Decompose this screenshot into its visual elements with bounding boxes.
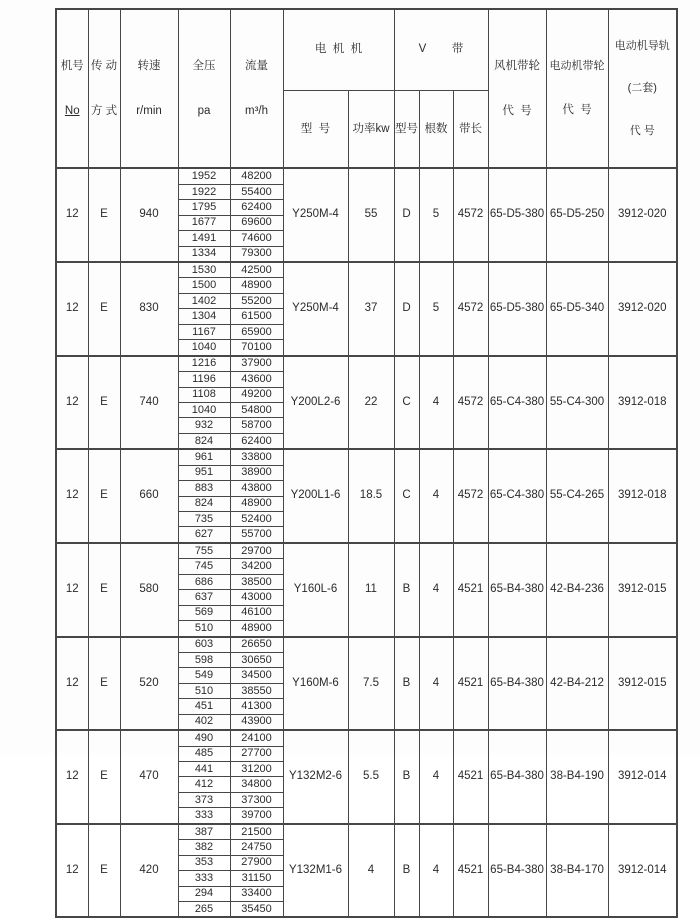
flow-cell: 74600 [230,231,283,246]
pressure-cell: 412 [178,777,230,792]
belt-count-cell: 4 [419,356,453,450]
block-row [56,168,677,184]
motor-pulley-cell: 65-D5-340 [546,262,608,356]
drive-mode-cell: E [88,637,120,731]
motor-model-cell: Y160M-6 [283,637,348,731]
flow-cell: 34500 [230,668,283,683]
pressure-cell: 755 [178,543,230,559]
flow-cell: 21500 [230,824,283,840]
header-flow-unit: m³/h [245,104,268,117]
flow-cell: 54800 [230,402,283,417]
flow-cell: 43800 [230,481,283,496]
belt-model-cell: B [394,730,419,824]
pressure-cell: 490 [178,730,230,746]
flow-cell: 34200 [230,559,283,574]
drive-mode-cell: E [88,356,120,450]
motor-rail-cell: 3912-020 [608,168,677,262]
pressure-cell: 1922 [178,184,230,199]
header-pressure [178,9,230,168]
pressure-cell: 883 [178,481,230,496]
block-row [56,543,677,559]
block-row [56,637,677,653]
speed-cell: 740 [120,356,178,450]
block-row [56,824,677,840]
header-speed [120,9,178,168]
pressure-cell: 824 [178,433,230,449]
pressure-cell: 333 [178,871,230,886]
table-header [56,9,677,168]
flow-cell: 48900 [230,621,283,637]
pressure-cell: 1108 [178,387,230,402]
drive-mode-cell: E [88,543,120,637]
header-vbelt-group: V 带 [394,9,488,90]
motor-power-cell: 4 [348,824,394,918]
motor-power-cell: 5.5 [348,730,394,824]
pressure-cell: 1040 [178,402,230,417]
flow-cell: 31150 [230,871,283,886]
pressure-cell: 627 [178,527,230,543]
machine-no-cell: 12 [56,262,88,356]
motor-pulley-cell: 65-D5-250 [546,168,608,262]
flow-cell: 27700 [230,746,283,761]
belt-model-cell: C [394,449,419,543]
fan-pulley-cell: 65-D5-380 [488,168,546,262]
flow-cell: 62400 [230,433,283,449]
pressure-cell: 598 [178,652,230,667]
motor-power-cell: 18.5 [348,449,394,543]
header-motor-pulley [546,9,608,168]
flow-cell: 33800 [230,449,283,465]
pressure-cell: 387 [178,824,230,840]
pressure-cell: 402 [178,714,230,730]
fan-pulley-cell: 65-B4-380 [488,637,546,731]
flow-cell: 55200 [230,293,283,308]
drive-mode-cell: E [88,730,120,824]
belt-count-cell: 4 [419,543,453,637]
speed-cell: 420 [120,824,178,918]
header-motor-rail-line1: 电动机导轨 [614,39,670,52]
flow-cell: 29700 [230,543,283,559]
belt-length-cell: 4572 [453,356,488,450]
flow-cell: 41300 [230,699,283,714]
flow-cell: 52400 [230,512,283,527]
pressure-cell: 353 [178,855,230,870]
belt-count-cell: 5 [419,262,453,356]
header-fan-pulley-line2: 代 号 [502,104,532,117]
flow-cell: 43900 [230,714,283,730]
pressure-cell: 569 [178,605,230,620]
header-pressure-unit: pa [197,104,211,117]
motor-power-cell: 37 [348,262,394,356]
header-belt-model: 型号 [394,90,419,168]
flow-cell: 24100 [230,730,283,746]
motor-model-cell: Y200L2-6 [283,356,348,450]
pressure-cell: 510 [178,621,230,637]
header-flow [230,9,283,168]
flow-cell: 31200 [230,762,283,777]
speed-cell: 830 [120,262,178,356]
flow-cell: 43000 [230,590,283,605]
machine-no-cell: 12 [56,730,88,824]
pressure-cell: 1216 [178,356,230,372]
header-motor-power: 功率kw [348,90,394,168]
motor-power-cell: 11 [348,543,394,637]
pressure-cell: 932 [178,418,230,433]
header-fan-pulley [488,9,546,168]
drive-mode-cell: E [88,168,120,262]
speed-cell: 660 [120,449,178,543]
pressure-cell: 1500 [178,278,230,293]
pressure-cell: 745 [178,559,230,574]
header-pressure-cn: 全压 [192,59,216,72]
pressure-cell: 1530 [178,262,230,278]
belt-length-cell: 4521 [453,543,488,637]
speed-cell: 470 [120,730,178,824]
pressure-cell: 382 [178,840,230,855]
pressure-cell: 373 [178,792,230,807]
pressure-cell: 1402 [178,293,230,308]
motor-pulley-cell: 42-B4-236 [546,543,608,637]
motor-power-cell: 7.5 [348,637,394,731]
flow-cell: 55400 [230,184,283,199]
pressure-cell: 485 [178,746,230,761]
header-flow-cn: 流量 [245,59,268,72]
motor-model-cell: Y250M-4 [283,168,348,262]
motor-rail-cell: 3912-018 [608,356,677,450]
block-row [56,356,677,372]
belt-count-cell: 4 [419,449,453,543]
block-row [56,730,677,746]
motor-rail-cell: 3912-020 [608,262,677,356]
header-motor-group: 电 机 机 [283,9,394,90]
flow-cell: 49200 [230,387,283,402]
block-row [56,262,677,278]
motor-model-cell: Y132M1-6 [283,824,348,918]
flow-cell: 26650 [230,637,283,653]
flow-cell: 43600 [230,372,283,387]
belt-count-cell: 4 [419,637,453,731]
motor-rail-cell: 3912-015 [608,543,677,637]
motor-rail-cell: 3912-014 [608,824,677,918]
pressure-cell: 824 [178,496,230,511]
flow-cell: 61500 [230,309,283,324]
flow-cell: 39700 [230,808,283,824]
pressure-cell: 735 [178,512,230,527]
pressure-cell: 265 [178,901,230,917]
pressure-cell: 686 [178,574,230,589]
pressure-cell: 637 [178,590,230,605]
pressure-cell: 1677 [178,215,230,230]
belt-length-cell: 4572 [453,449,488,543]
header-motor-model: 型 号 [283,90,348,168]
header-belt-length: 带长 [453,90,488,168]
flow-cell: 24750 [230,840,283,855]
flow-cell: 34800 [230,777,283,792]
block-row [56,449,677,465]
flow-cell: 33400 [230,886,283,901]
header-drive [88,9,120,168]
flow-cell: 27900 [230,855,283,870]
flow-cell: 37300 [230,792,283,807]
pressure-cell: 951 [178,465,230,480]
flow-cell: 48900 [230,278,283,293]
pressure-cell: 1040 [178,340,230,356]
header-motor-pulley-line2: 代 号 [562,103,592,116]
flow-cell: 37900 [230,356,283,372]
motor-pulley-cell: 38-B4-170 [546,824,608,918]
motor-rail-cell: 3912-014 [608,730,677,824]
drive-mode-cell: E [88,262,120,356]
header-belt-count: 根数 [419,90,453,168]
pressure-cell: 510 [178,683,230,698]
motor-model-cell: Y200L1-6 [283,449,348,543]
pressure-cell: 333 [178,808,230,824]
speed-cell: 940 [120,168,178,262]
pressure-cell: 441 [178,762,230,777]
belt-length-cell: 4572 [453,262,488,356]
pressure-cell: 1196 [178,372,230,387]
speed-cell: 520 [120,637,178,731]
belt-model-cell: B [394,824,419,918]
pressure-cell: 603 [178,637,230,653]
motor-rail-cell: 3912-018 [608,449,677,543]
header-drive-line2: 方 式 [90,104,118,117]
speed-cell: 580 [120,543,178,637]
belt-count-cell: 4 [419,824,453,918]
pressure-cell: 1167 [178,324,230,339]
motor-pulley-cell: 38-B4-190 [546,730,608,824]
fan-pulley-cell: 65-C4-380 [488,356,546,450]
motor-rail-cell: 3912-015 [608,637,677,731]
flow-cell: 35450 [230,901,283,917]
flow-cell: 79300 [230,246,283,262]
flow-cell: 42500 [230,262,283,278]
pressure-cell: 549 [178,668,230,683]
flow-cell: 46100 [230,605,283,620]
header-motor-rail-line2: (二套) [627,82,657,95]
motor-model-cell: Y132M2-6 [283,730,348,824]
header-fan-pulley-line1: 风机带轮 [494,59,541,72]
flow-cell: 48900 [230,496,283,511]
drive-mode-cell: E [88,824,120,918]
pressure-cell: 1491 [178,231,230,246]
header-motor-pulley-line1: 电动机带轮 [549,59,605,72]
header-motor-rail [608,9,677,168]
motor-pulley-cell: 55-C4-265 [546,449,608,543]
fan-motor-spec-table [55,8,678,918]
flow-cell: 65900 [230,324,283,339]
belt-model-cell: D [394,262,419,356]
drive-mode-cell: E [88,449,120,543]
belt-length-cell: 4572 [453,168,488,262]
motor-model-cell: Y250M-4 [283,262,348,356]
header-speed-cn: 转速 [137,59,161,72]
belt-length-cell: 4521 [453,637,488,731]
motor-pulley-cell: 42-B4-212 [546,637,608,731]
machine-no-cell: 12 [56,356,88,450]
header-machine-no-cn: 机号 [60,59,84,72]
header-drive-line1: 传 动 [90,59,118,72]
pressure-cell: 451 [178,699,230,714]
flow-cell: 62400 [230,200,283,215]
motor-model-cell: Y160L-6 [283,543,348,637]
belt-count-cell: 5 [419,168,453,262]
header-machine-no-en: No [64,104,80,117]
machine-no-cell: 12 [56,449,88,543]
fan-pulley-cell: 65-C4-380 [488,449,546,543]
pressure-cell: 1952 [178,168,230,184]
header-speed-unit: r/min [136,104,162,117]
flow-cell: 30650 [230,652,283,667]
flow-cell: 58700 [230,418,283,433]
motor-pulley-cell: 55-C4-300 [546,356,608,450]
flow-cell: 69600 [230,215,283,230]
machine-no-cell: 12 [56,168,88,262]
flow-cell: 70100 [230,340,283,356]
pressure-cell: 1795 [178,200,230,215]
machine-no-cell: 12 [56,637,88,731]
belt-length-cell: 4521 [453,730,488,824]
header-motor-rail-line3: 代 号 [629,124,655,137]
fan-pulley-cell: 65-D5-380 [488,262,546,356]
table-body [56,168,677,917]
pressure-cell: 1334 [178,246,230,262]
header-machine-no [56,9,88,168]
flow-cell: 55700 [230,527,283,543]
fan-pulley-cell: 65-B4-380 [488,543,546,637]
belt-model-cell: B [394,543,419,637]
belt-model-cell: C [394,356,419,450]
belt-model-cell: D [394,168,419,262]
pressure-cell: 294 [178,886,230,901]
pressure-cell: 961 [178,449,230,465]
belt-model-cell: B [394,637,419,731]
machine-no-cell: 12 [56,543,88,637]
flow-cell: 38900 [230,465,283,480]
flow-cell: 48200 [230,168,283,184]
motor-power-cell: 22 [348,356,394,450]
belt-length-cell: 4521 [453,824,488,918]
flow-cell: 38500 [230,574,283,589]
flow-cell: 38550 [230,683,283,698]
fan-pulley-cell: 65-B4-380 [488,824,546,918]
motor-power-cell: 55 [348,168,394,262]
fan-pulley-cell: 65-B4-380 [488,730,546,824]
machine-no-cell: 12 [56,824,88,918]
belt-count-cell: 4 [419,730,453,824]
pressure-cell: 1304 [178,309,230,324]
